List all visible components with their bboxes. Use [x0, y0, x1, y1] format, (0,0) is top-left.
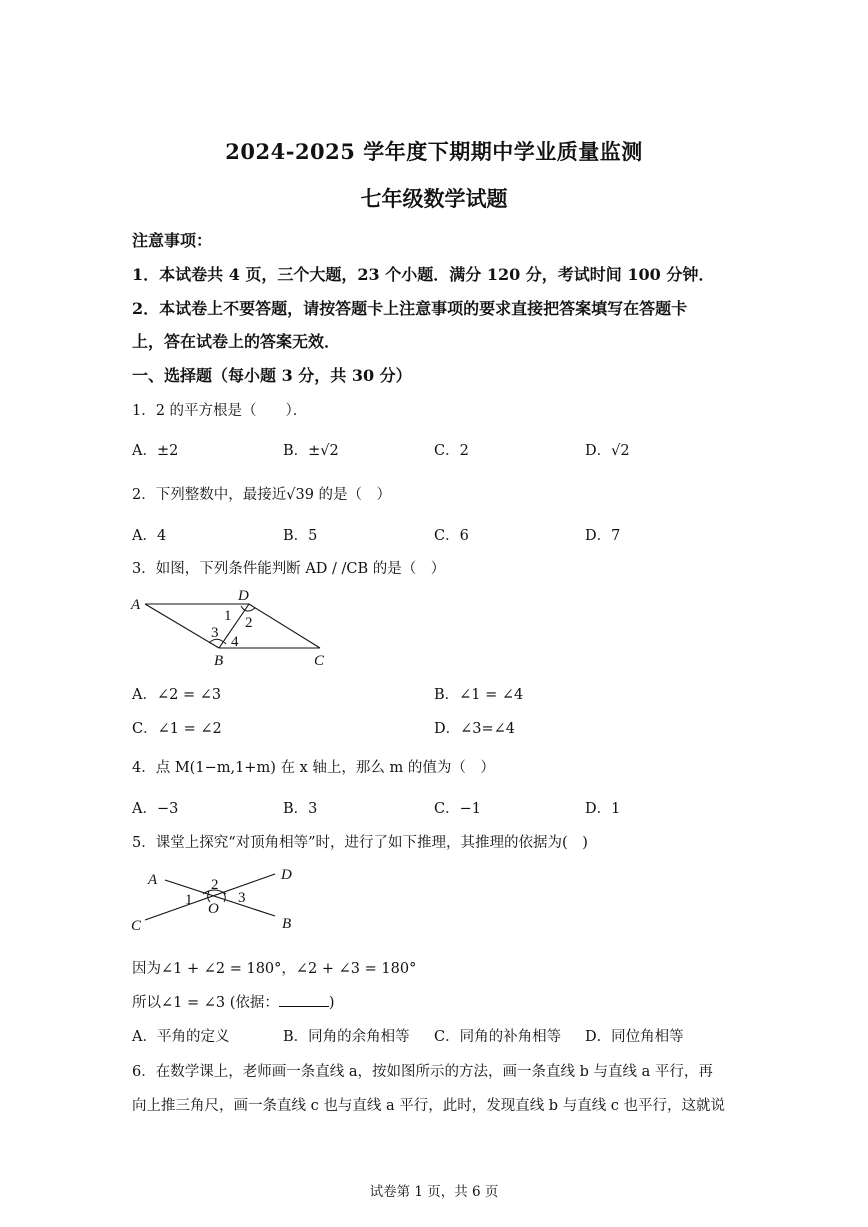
figure-label-d: D [281, 867, 292, 883]
question-5-option-d: D．同位角相等 [585, 1029, 684, 1045]
notice-heading: 注意事项： [132, 231, 213, 250]
figure-angle-2: 2 [211, 877, 219, 893]
figure-label-b: B [282, 916, 292, 932]
question-2-option-a: A．4 [132, 528, 167, 544]
question-1-option-d: D．√2 [585, 443, 630, 459]
question-5-option-a: A．平角的定义 [132, 1029, 230, 1045]
question-1-option-b: B．±√2 [283, 443, 339, 459]
reason-2-suffix: ) [328, 995, 335, 1011]
question-5-stem: 5．课堂上探究“对顶角相等”时，进行了如下推理，其推理的依据为( ) [132, 835, 588, 851]
figure-angle-3: 3 [211, 625, 219, 641]
figure-label-a: A [148, 872, 158, 888]
question-3-parallelogram-figure [125, 585, 340, 670]
question-1-option-c: C．2 [434, 443, 469, 459]
question-3-option-a: A．∠2 = ∠3 [132, 687, 222, 703]
reason-2-prefix: 所以∠1 = ∠3 (依据： [132, 995, 279, 1011]
question-3-stem: 3．如图，下列条件能判断 AD / /CB 的是（ ） [132, 561, 446, 577]
notice-item-1: 1．本试卷共 4 页，三个大题，23 个小题．满分 120 分，考试时间 100 分钟． [132, 265, 715, 284]
figure-angle-1: 1 [185, 892, 193, 908]
question-5-reason-2 [132, 991, 335, 1012]
question-6-line-2: 向上推三角尺，画一条直线 c 也与直线 a 平行，此时，发现直线 b 与直线 c 也平行，这就说 [132, 1098, 726, 1114]
question-5-reason-1: 因为∠1 + ∠2 = 180°，∠2 + ∠3 = 180° [132, 961, 417, 977]
question-2-option-d: D．7 [585, 528, 621, 544]
notice-item-2-line-1: 2．本试卷上不要答题，请按答题卡上注意事项的要求直接把答案填写在答题卡 [132, 299, 688, 318]
exam-subtitle: 七年级数学试题 [360, 186, 508, 211]
question-4-option-b: B．3 [283, 801, 318, 817]
question-4-option-d: D．1 [585, 801, 621, 817]
question-4-stem: 4．点 M(1−m,1+m) 在 x 轴上，那么 m 的值为（ ） [132, 760, 495, 776]
figure-label-a: A [131, 597, 141, 613]
question-2-stem: 2．下列整数中，最接近√39 的是（ ） [132, 487, 392, 503]
question-1-option-a: A．±2 [132, 443, 179, 459]
question-5-option-c: C．同角的补角相等 [434, 1029, 562, 1045]
page-footer: 试卷第 1 页，共 6 页 [369, 1184, 499, 1200]
exam-title: 2024-2025 学年度下期期中学业质量监测 [225, 139, 643, 164]
question-3-option-b: B．∠1 = ∠4 [434, 687, 524, 703]
section-1-heading: 一、选择题（每小题 3 分，共 30 分） [132, 366, 412, 385]
figure-angle-1: 1 [224, 608, 232, 624]
figure-label-d: D [238, 588, 249, 604]
figure-label-o: O [208, 901, 219, 917]
question-3-option-c: C．∠1 = ∠2 [132, 721, 222, 737]
figure-angle-2: 2 [245, 615, 253, 631]
figure-label-b: B [214, 653, 224, 669]
question-4-option-c: C．−1 [434, 801, 481, 817]
question-2-option-c: C．6 [434, 528, 469, 544]
answer-blank [279, 992, 329, 1008]
figure-angle-3: 3 [238, 890, 246, 906]
figure-label-c: C [314, 653, 325, 669]
question-5-vertical-angles-figure [125, 862, 310, 938]
question-3-option-d: D．∠3=∠4 [434, 721, 516, 737]
question-2-option-b: B．5 [283, 528, 318, 544]
figure-label-c: C [131, 918, 142, 934]
figure-angle-4: 4 [231, 634, 239, 650]
question-4-option-a: A．−3 [132, 801, 179, 817]
notice-item-2-line-2: 上，答在试卷上的答案无效． [132, 332, 341, 351]
question-1-stem: 1．2 的平方根是（ ）． [132, 403, 308, 419]
question-6-line-1: 6．在数学课上，老师画一条直线 a，按如图所示的方法，画一条直线 b 与直线 a 平行，再 [132, 1064, 713, 1080]
question-5-option-b: B．同角的余角相等 [283, 1029, 410, 1045]
